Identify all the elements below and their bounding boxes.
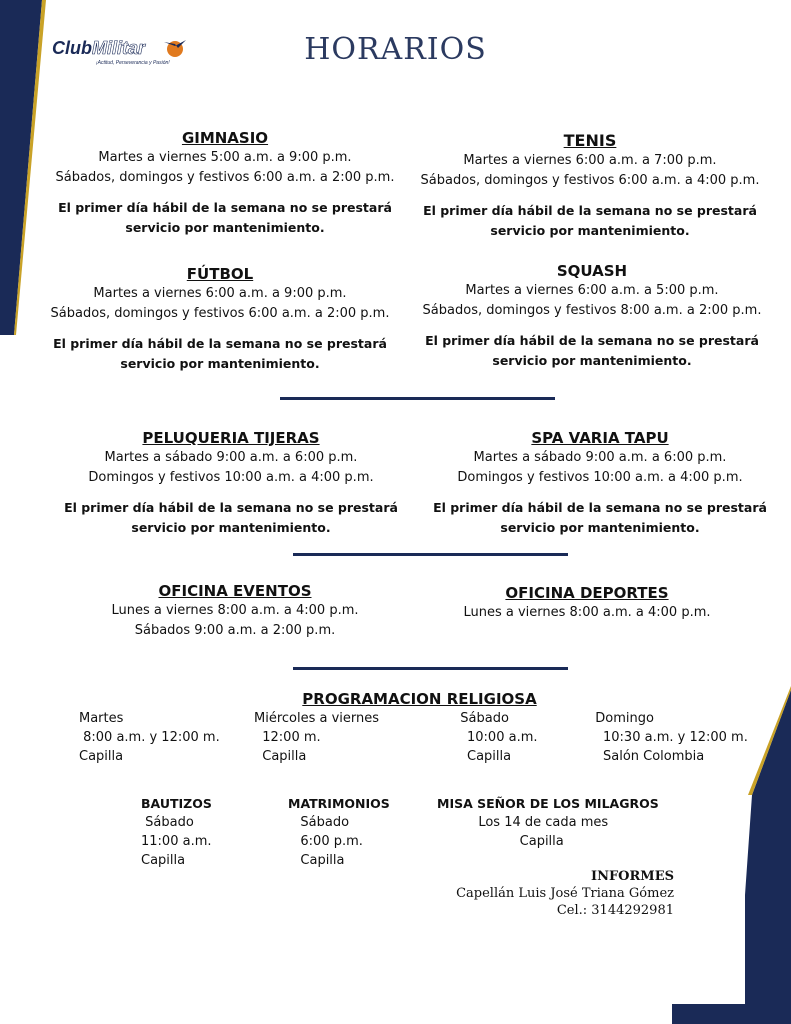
place-label: Capilla [79,749,124,764]
schedule-line: Sábados 9:00 a.m. a 2:00 p.m. [134,623,336,638]
section-heading: OFICINA EVENTOS [158,582,312,600]
section-heading: PELUQUERIA TIJERAS [142,429,320,447]
religious-schedule-title: PROGRAMACION RELIGIOSA [302,690,537,708]
section-futbol [25,264,415,374]
maintenance-note [25,334,415,374]
schedule-line: Martes a viernes 6:00 a.m. a 7:00 p.m. [463,153,717,168]
note-line: servicio por mantenimiento. [125,220,325,235]
section-heading: SQUASH [556,262,628,280]
misa-milagros-block [437,794,659,851]
day-label: Martes [79,711,124,726]
contact-phone: Cel.: 3144292981 [556,903,674,918]
schedule-line: Sábados, domingos y festivos 8:00 a.m. a 2:00 p.m. [422,303,762,318]
place-label: Capilla [467,749,512,764]
matrimonios-time: 6:00 p.m. [288,834,363,849]
section-heading: FÚTBOL [186,265,254,283]
maintenance-note [30,498,432,538]
bautizos-time: 11:00 a.m. [141,834,212,849]
schedule-line: Domingos y festivos 10:00 a.m. a 4:00 p.m. [88,470,374,485]
schedule-line: Martes a viernes 6:00 a.m. a 9:00 p.m. [93,286,347,301]
schedule-line: Lunes a viernes 8:00 a.m. a 4:00 p.m. [111,603,359,618]
schedule-line: Martes a sábado 9:00 a.m. a 6:00 p.m. [104,450,358,465]
informes-heading: INFORMES [590,869,674,884]
note-line: El primer día hábil de la semana no se prestará [425,333,759,348]
misa-place: Capilla [437,834,564,849]
logo-tagline: ¡Actitud, Perseverancia y Pasión! [96,60,170,66]
note-line: El primer día hábil de la semana no se prestará [423,203,757,218]
note-line: El primer día hábil de la semana no se prestará [433,500,767,515]
section-gimnasio [30,128,420,238]
time-label: 12:00 m. [254,730,321,745]
section-squash [400,261,784,371]
section-tenis [400,131,780,241]
maintenance-note [410,498,790,538]
bautizos-block [141,794,212,870]
schedule-line: Domingos y festivos 10:00 a.m. a 4:00 p.m. [457,470,743,485]
section-oficina-deportes [400,583,774,623]
schedule-line: Martes a viernes 5:00 a.m. a 9:00 p.m. [98,150,352,165]
section-peluqueria [30,428,432,538]
time-label: 10:00 a.m. [467,730,538,745]
section-heading: OFICINA DEPORTES [505,584,669,602]
misa-date: Los 14 de cada mes [437,815,609,830]
page-title: HORARIOS [304,32,487,67]
time-label: 10:30 a.m. y 12:00 m. [603,730,748,745]
contact-name: Capellán Luis José Triana Gómez [456,886,674,901]
place-label: Capilla [254,749,307,764]
section-spa [410,428,790,538]
bautizos-heading: BAUTIZOS [141,796,212,811]
schedule-line: Lunes a viernes 8:00 a.m. a 4:00 p.m. [463,605,711,620]
schedule-line: Sábados, domingos y festivos 6:00 a.m. a 2:00 p.m. [55,170,395,185]
religious-column-martes [79,709,220,766]
logo-word-militar: Militar [92,38,146,58]
note-line: servicio por mantenimiento. [131,520,331,535]
section-divider [293,553,568,556]
maintenance-note [400,201,780,241]
bautizos-place: Capilla [141,853,186,868]
matrimonios-block [288,794,390,870]
matrimonios-day: Sábado [288,815,350,830]
section-divider [293,667,568,670]
schedule-line: Martes a sábado 9:00 a.m. a 6:00 p.m. [473,450,727,465]
misa-heading: MISA SEÑOR DE LOS MILAGROS [437,796,659,811]
section-oficina-eventos [40,581,430,641]
schedule-line: Sábados, domingos y festivos 6:00 a.m. a 2:00 p.m. [50,306,390,321]
day-label: Domingo [587,711,654,726]
section-heading: GIMNASIO [181,129,269,147]
note-line: El primer día hábil de la semana no se prestará [53,336,387,351]
note-line: servicio por mantenimiento. [490,223,690,238]
day-label: Miércoles a viernes [254,711,380,726]
note-line: servicio por mantenimiento. [500,520,700,535]
section-heading: TENIS [563,131,617,150]
note-line: El primer día hábil de la semana no se prestará [58,200,392,215]
religious-column-domingo [587,709,748,766]
bautizos-day: Sábado [141,815,194,830]
time-label: 8:00 a.m. y 12:00 m. [79,730,220,745]
maintenance-note [30,198,420,238]
note-line: servicio por mantenimiento. [120,356,320,371]
religious-column-miercoles [254,709,379,766]
matrimonios-heading: MATRIMONIOS [288,796,390,811]
maintenance-note [400,331,784,371]
schedule-line: Sábados, domingos y festivos 6:00 a.m. a 4:00 p.m. [420,173,760,188]
informes-contact [456,868,674,919]
section-divider [280,397,555,400]
logo-word-club: Club [52,38,92,58]
section-heading: SPA VARIA TAPU [531,429,669,447]
place-label: Salón Colombia [603,749,705,764]
day-label: Sábado [452,711,509,726]
religious-column-sabado [452,709,538,766]
matrimonios-place: Capilla [288,853,345,868]
note-line: servicio por mantenimiento. [492,353,692,368]
schedule-line: Martes a viernes 6:00 a.m. a 5:00 p.m. [465,283,719,298]
note-line: El primer día hábil de la semana no se prestará [64,500,398,515]
